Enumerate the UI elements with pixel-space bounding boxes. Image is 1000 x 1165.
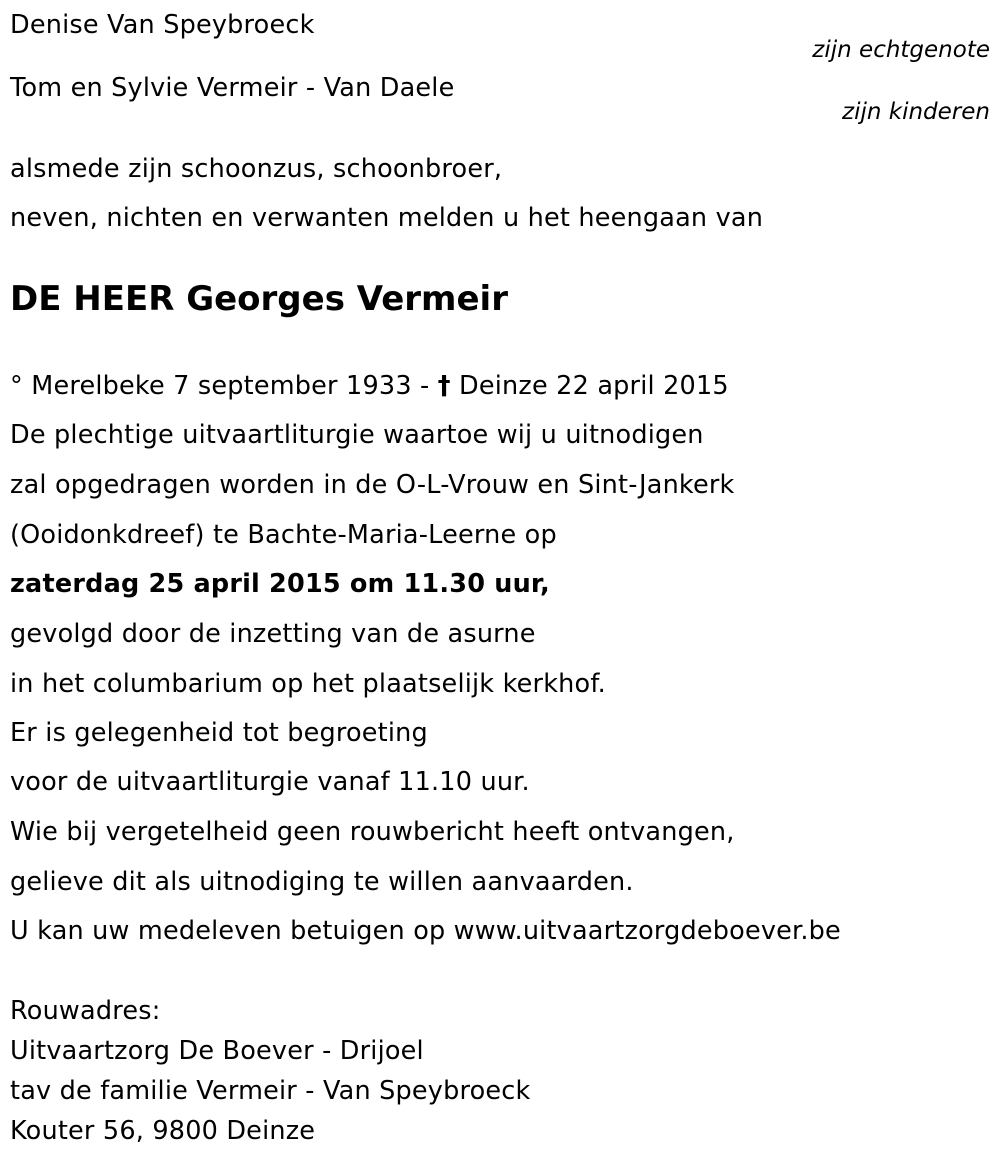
ceremony-line: Wie bij vergetelheid geen rouwbericht heeft ontvangen, (10, 817, 735, 847)
relatives-line-1: alsmede zijn schoonzus, schoonbroer, (10, 154, 503, 184)
ceremony-line: Er is gelegenheid tot begroeting (10, 718, 428, 748)
ceremony-line: in het columbarium op het plaatselijk kerkhof. (10, 669, 606, 699)
birth-death-line (10, 370, 729, 402)
ceremony-line: gelieve dit als uitnodiging te willen aanvaarden. (10, 867, 634, 897)
address-line-3: Kouter 56, 9800 Deinze (10, 1116, 316, 1146)
spouse-name: Denise Van Speybroeck (10, 10, 315, 40)
ceremony-line: gevolgd door de inzetting van de asurne (10, 619, 536, 649)
spouse-role: zijn echtgenote (812, 37, 990, 63)
ceremony-line: voor de uitvaartliturgie vanaf 11.10 uur. (10, 767, 530, 797)
deceased-name: DE HEER Georges Vermeir (10, 279, 508, 319)
address-label: Rouwadres: (10, 996, 161, 1026)
ceremony-line: (Ooidonkdreef) te Bachte-Maria-Leerne op (10, 520, 557, 550)
birth-text: ° Merelbeke 7 september 1933 - (10, 371, 438, 401)
children-names: Tom en Sylvie Vermeir - Van Daele (10, 73, 455, 103)
death-text: Deinze 22 april 2015 (450, 371, 729, 401)
relatives-line-2: neven, nichten en verwanten melden u het heengaan van (10, 203, 764, 233)
ceremony-line: De plechtige uitvaartliturgie waartoe wij u uitnodigen (10, 420, 704, 450)
address-line-1: Uitvaartzorg De Boever - Drijoel (10, 1036, 424, 1066)
ceremony-date-time: zaterdag 25 april 2015 om 11.30 uur, (10, 569, 550, 599)
children-role: zijn kinderen (842, 99, 990, 125)
ceremony-line: zal opgedragen worden in de O-L-Vrouw en Sint-Jankerk (10, 470, 735, 500)
condolence-website-line: U kan uw medeleven betuigen op www.uitvaartzorgdeboever.be (10, 916, 841, 946)
address-line-2: tav de familie Vermeir - Van Speybroeck (10, 1076, 531, 1106)
cross-icon: † (437, 371, 451, 401)
